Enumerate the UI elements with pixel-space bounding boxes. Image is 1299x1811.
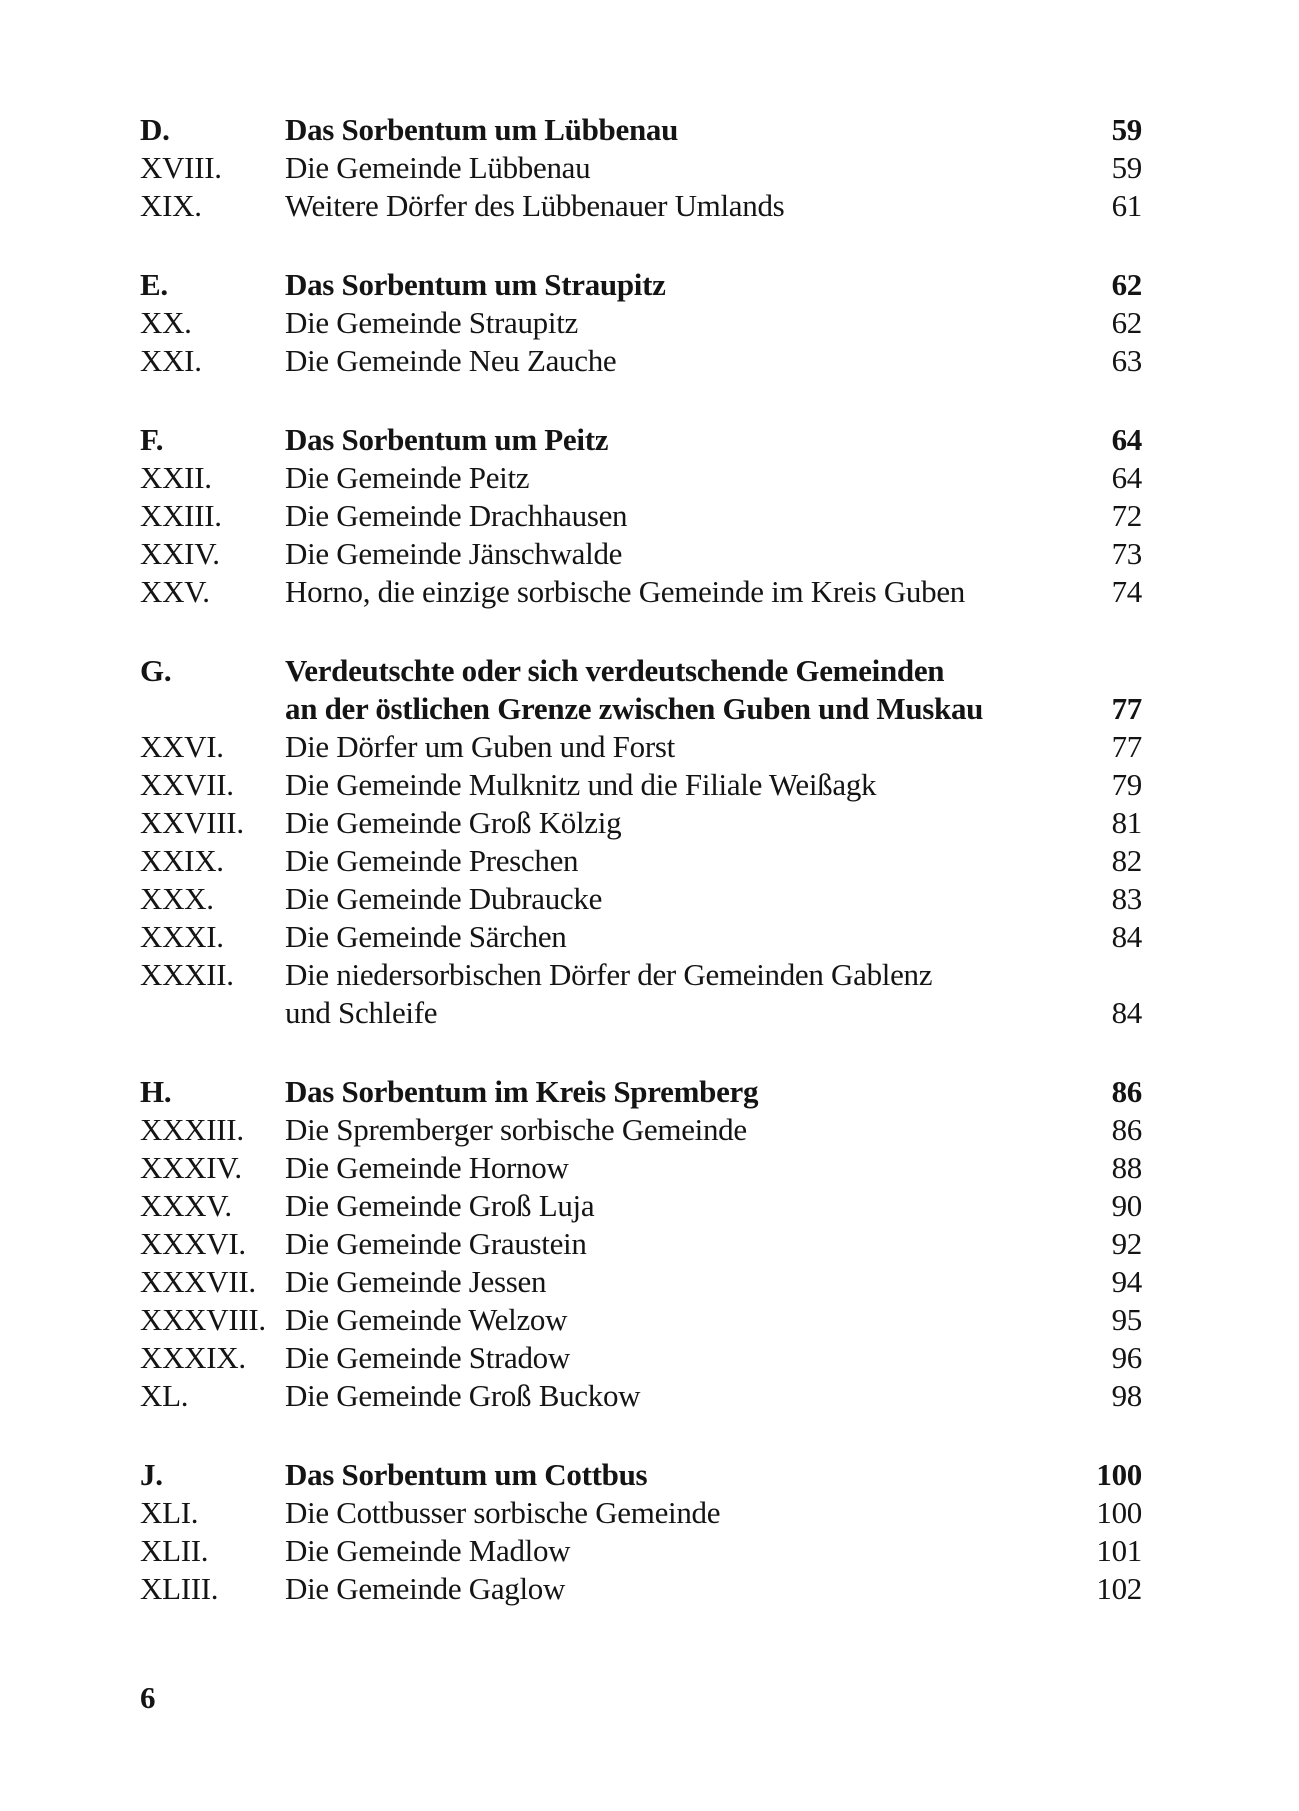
toc-entry-page-number: 96: [1111, 1340, 1142, 1375]
toc-entry-numeral: XIX.: [140, 188, 202, 223]
toc-entry-title: Die Gemeinde Drachhausen: [285, 498, 628, 533]
toc-section-heading-row: [140, 690, 1142, 728]
toc-entry-page-number: 84: [1111, 995, 1142, 1030]
toc-entry-title: Verdeutschte oder sich verdeutschende Gemeinden: [285, 653, 945, 688]
toc-entry-numeral: XXXVII.: [140, 1264, 256, 1299]
toc-entry-page-number: 95: [1111, 1302, 1142, 1337]
toc-entry-numeral: XXXIV.: [140, 1150, 242, 1185]
toc-entry-row: [140, 1187, 1142, 1225]
toc-entry-page-number: 59: [1111, 150, 1142, 185]
toc-entry-title: Horno, die einzige sorbische Gemeinde im Kreis Guben: [285, 574, 965, 609]
toc-section: [140, 652, 1142, 1032]
toc-entry-row: [140, 766, 1142, 804]
toc-entry-page-number: 101: [1096, 1533, 1142, 1568]
toc-entry-title: Die Gemeinde Welzow: [285, 1302, 568, 1337]
toc-entry-page-number: 83: [1111, 881, 1142, 916]
toc-entry-title: Die Gemeinde Hornow: [285, 1150, 569, 1185]
toc-entry-row: [140, 1301, 1142, 1339]
toc-entry-title: Die Gemeinde Graustein: [285, 1226, 587, 1261]
toc-entry-page-number: 77: [1111, 691, 1142, 726]
toc-entry-title: Die Gemeinde Jessen: [285, 1264, 547, 1299]
toc-entry-row: [140, 535, 1142, 573]
toc-entry-title: Die Gemeinde Mulknitz und die Filiale Weißagk: [285, 767, 877, 802]
toc-entry-page-number: 77: [1111, 729, 1142, 764]
toc-entry-numeral: XLI.: [140, 1495, 199, 1530]
toc-section-heading-row: [140, 421, 1142, 459]
toc-entry-row: [140, 187, 1142, 225]
toc-entry-page-number: 79: [1111, 767, 1142, 802]
toc-entry-title: Die Gemeinde Stradow: [285, 1340, 570, 1375]
toc-entry-page-number: 86: [1111, 1112, 1142, 1147]
toc-entry-page-number: 59: [1111, 112, 1142, 147]
toc-entry-page-number: 86: [1111, 1074, 1142, 1109]
toc-entry-page-number: 102: [1096, 1571, 1142, 1606]
toc-entry-title: Die Gemeinde Neu Zauche: [285, 343, 617, 378]
toc-entry-numeral: XXIII.: [140, 498, 222, 533]
toc-entry-numeral: H.: [140, 1074, 172, 1109]
toc-entry-page-number: 92: [1111, 1226, 1142, 1261]
toc-entry-title: Das Sorbentum um Lübbenau: [285, 112, 679, 147]
table-of-contents: [140, 111, 1142, 1608]
toc-entry-row: [140, 342, 1142, 380]
toc-entry-page-number: 94: [1111, 1264, 1142, 1299]
toc-entry-numeral: XXVIII.: [140, 805, 244, 840]
toc-entry-title: Die Gemeinde Jänschwalde: [285, 536, 623, 571]
toc-entry-row: [140, 1377, 1142, 1415]
toc-entry-page-number: 72: [1111, 498, 1142, 533]
toc-section-heading-row: [140, 266, 1142, 304]
toc-entry-numeral: XXXVIII.: [140, 1302, 266, 1337]
toc-entry-row: [140, 804, 1142, 842]
toc-entry-row: [140, 728, 1142, 766]
toc-entry-row: [140, 1111, 1142, 1149]
toc-entry-page-number: 81: [1111, 805, 1142, 840]
toc-section: [140, 1456, 1142, 1608]
toc-entry-numeral: XXVII.: [140, 767, 234, 802]
toc-entry-title: Die Gemeinde Groß Luja: [285, 1188, 595, 1223]
toc-section: [140, 266, 1142, 380]
toc-entry-numeral: XXVI.: [140, 729, 224, 764]
toc-entry-title: Die Gemeinde Straupitz: [285, 305, 578, 340]
toc-entry-title: Die Gemeinde Peitz: [285, 460, 530, 495]
toc-entry-numeral: XXV.: [140, 574, 210, 609]
toc-entry-page-number: 100: [1096, 1457, 1142, 1492]
toc-entry-row: [140, 1149, 1142, 1187]
toc-entry-numeral: G.: [140, 653, 172, 688]
toc-entry-row: [140, 1263, 1142, 1301]
toc-entry-numeral: XX.: [140, 305, 192, 340]
toc-entry-title: an der östlichen Grenze zwischen Guben und Muskau: [285, 691, 984, 726]
toc-entry-numeral: XXXI.: [140, 919, 224, 954]
toc-entry-title: Die Gemeinde Madlow: [285, 1533, 571, 1568]
toc-entry-page-number: 73: [1111, 536, 1142, 571]
toc-entry-title: Die Gemeinde Dubraucke: [285, 881, 603, 916]
toc-entry-numeral: J.: [140, 1457, 163, 1492]
toc-entry-numeral: XXXII.: [140, 957, 234, 992]
toc-entry-row: [140, 956, 1142, 994]
toc-entry-row: [140, 918, 1142, 956]
toc-entry-row: [140, 1532, 1142, 1570]
toc-entry-numeral: E.: [140, 267, 168, 302]
toc-entry-page-number: 74: [1111, 574, 1142, 609]
toc-entry-row: [140, 880, 1142, 918]
toc-entry-row: [140, 1225, 1142, 1263]
toc-entry-title: und Schleife: [285, 995, 438, 1030]
toc-entry-numeral: XLIII.: [140, 1571, 219, 1606]
toc-entry-row: [140, 573, 1142, 611]
toc-entry-page-number: 62: [1111, 305, 1142, 340]
toc-entry-row: [140, 304, 1142, 342]
toc-entry-row: [140, 994, 1142, 1032]
toc-entry-page-number: 100: [1096, 1495, 1142, 1530]
toc-entry-numeral: XXIX.: [140, 843, 224, 878]
toc-entry-page-number: 64: [1111, 422, 1142, 457]
toc-entry-title: Die Gemeinde Preschen: [285, 843, 579, 878]
toc-entry-numeral: XXIV.: [140, 536, 220, 571]
toc-section: [140, 421, 1142, 611]
toc-entry-title: Das Sorbentum um Cottbus: [285, 1457, 648, 1492]
toc-entry-row: [140, 1570, 1142, 1608]
toc-entry-page-number: 61: [1111, 188, 1142, 223]
toc-entry-numeral: XXXVI.: [140, 1226, 246, 1261]
toc-entry-numeral: XXX.: [140, 881, 214, 916]
toc-section-heading-row: [140, 1073, 1142, 1111]
toc-section: [140, 111, 1142, 225]
toc-entry-row: [140, 842, 1142, 880]
toc-entry-row: [140, 149, 1142, 187]
toc-entry-page-number: 88: [1111, 1150, 1142, 1185]
toc-entry-title: Die Spremberger sorbische Gemeinde: [285, 1112, 747, 1147]
toc-entry-title: Die niedersorbischen Dörfer der Gemeinden Gablenz: [285, 957, 933, 992]
toc-entry-page-number: 62: [1111, 267, 1142, 302]
toc-entry-page-number: 82: [1111, 843, 1142, 878]
toc-entry-row: [140, 459, 1142, 497]
toc-entry-numeral: XL.: [140, 1378, 189, 1413]
toc-entry-numeral: D.: [140, 112, 170, 147]
toc-entry-page-number: 90: [1111, 1188, 1142, 1223]
toc-entry-title: Die Gemeinde Lübbenau: [285, 150, 591, 185]
toc-entry-title: Weitere Dörfer des Lübbenauer Umlands: [285, 188, 785, 223]
toc-entry-title: Das Sorbentum um Straupitz: [285, 267, 666, 302]
toc-entry-page-number: 84: [1111, 919, 1142, 954]
toc-entry-page-number: 98: [1111, 1378, 1142, 1413]
toc-entry-page-number: 63: [1111, 343, 1142, 378]
toc-entry-numeral: XXXIX.: [140, 1340, 246, 1375]
toc-entry-title: Das Sorbentum um Peitz: [285, 422, 609, 457]
toc-entry-title: Die Gemeinde Gaglow: [285, 1571, 566, 1606]
toc-entry-row: [140, 1494, 1142, 1532]
toc-entry-title: Die Gemeinde Groß Buckow: [285, 1378, 641, 1413]
toc-section-heading-row: [140, 111, 1142, 149]
toc-entry-numeral: XVIII.: [140, 150, 222, 185]
toc-entry-numeral: XLII.: [140, 1533, 209, 1568]
toc-entry-title: Die Dörfer um Guben und Forst: [285, 729, 675, 764]
footer-page-number: 6: [140, 1680, 156, 1715]
toc-entry-title: Die Gemeinde Groß Kölzig: [285, 805, 622, 840]
toc-section-heading-row: [140, 652, 1142, 690]
toc-entry-title: Die Gemeinde Särchen: [285, 919, 567, 954]
toc-section: [140, 1073, 1142, 1415]
toc-entry-row: [140, 1339, 1142, 1377]
toc-entry-numeral: XXXV.: [140, 1188, 232, 1223]
toc-entry-page-number: 64: [1111, 460, 1142, 495]
toc-entry-row: [140, 497, 1142, 535]
toc-entry-numeral: XXI.: [140, 343, 202, 378]
toc-entry-numeral: XXII.: [140, 460, 212, 495]
toc-entry-numeral: F.: [140, 422, 164, 457]
toc-section-heading-row: [140, 1456, 1142, 1494]
toc-entry-numeral: XXXIII.: [140, 1112, 244, 1147]
toc-entry-title: Die Cottbusser sorbische Gemeinde: [285, 1495, 721, 1530]
toc-entry-title: Das Sorbentum im Kreis Spremberg: [285, 1074, 759, 1109]
